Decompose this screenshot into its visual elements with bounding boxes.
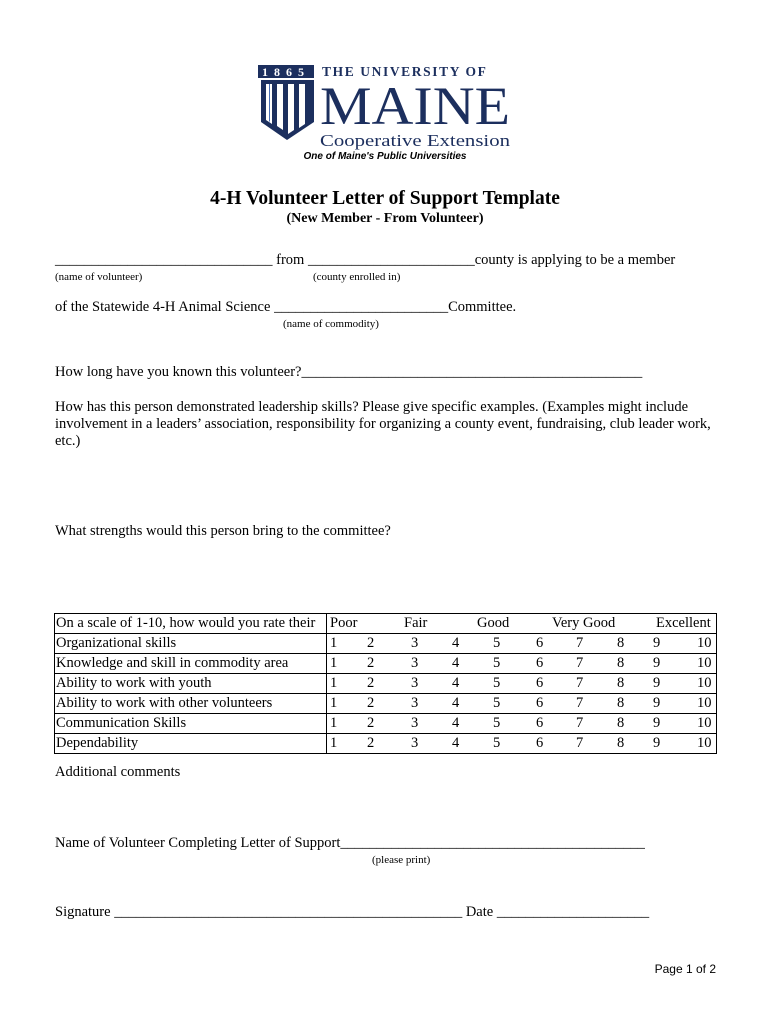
rating-4[interactable]: 4	[452, 735, 460, 751]
logo-line3: Cooperative Extension	[320, 131, 511, 150]
rating-7[interactable]: 7	[576, 715, 584, 731]
rating-2[interactable]: 2	[367, 675, 375, 691]
name-label: Name of Volunteer Completing Letter of Support	[55, 835, 341, 851]
rating-5[interactable]: 5	[493, 675, 501, 691]
rating-8[interactable]: 8	[617, 695, 625, 711]
rating-8[interactable]: 8	[617, 655, 625, 671]
rating-5[interactable]: 5	[493, 655, 501, 671]
rating-6[interactable]: 6	[536, 715, 544, 731]
rating-7[interactable]: 7	[576, 675, 584, 691]
rating-9[interactable]: 9	[653, 655, 661, 671]
rating-2[interactable]: 2	[367, 715, 375, 731]
rating-row-label: Dependability	[55, 734, 327, 754]
rating-header-row	[55, 614, 717, 634]
rating-5[interactable]: 5	[493, 735, 501, 751]
volunteer-line	[55, 252, 675, 269]
rating-9[interactable]: 9	[653, 735, 661, 751]
rating-row-label: Ability to work with other volunteers	[55, 694, 327, 714]
rating-3[interactable]: 3	[411, 735, 419, 751]
rating-4[interactable]: 4	[452, 715, 460, 731]
scale-good: Good	[477, 615, 510, 631]
rating-table	[54, 613, 717, 754]
rating-1[interactable]: 1	[330, 675, 338, 691]
rating-row-label: Organizational skills	[55, 634, 327, 654]
rating-row-label: Knowledge and skill in commodity area	[55, 654, 327, 674]
known-question	[55, 364, 642, 381]
caption-please-print: (please print)	[372, 854, 431, 866]
scale-poor: Poor	[330, 615, 358, 631]
rating-2[interactable]: 2	[367, 695, 375, 711]
logo-year: 1865	[262, 65, 310, 79]
signature-label: Signature	[55, 904, 115, 920]
rating-1[interactable]: 1	[330, 655, 338, 671]
rating-10[interactable]: 10	[697, 735, 712, 751]
rating-8[interactable]: 8	[617, 735, 625, 751]
caption-commodity: (name of commodity)	[283, 318, 379, 330]
known-blank[interactable]: _______________________________________________	[301, 364, 643, 380]
rating-3[interactable]: 3	[411, 715, 419, 731]
rating-3[interactable]: 3	[411, 695, 419, 711]
rating-9[interactable]: 9	[653, 695, 661, 711]
scale-excellent: Excellent	[656, 615, 711, 631]
rating-7[interactable]: 7	[576, 695, 584, 711]
shield-icon	[261, 80, 314, 140]
caption-volunteer: (name of volunteer)	[55, 271, 143, 283]
commodity-line	[55, 299, 516, 316]
name-blank[interactable]: __________________________________________	[340, 835, 645, 851]
strengths-question: What strengths would this person bring to the committee?	[55, 523, 391, 539]
rating-row	[55, 634, 717, 654]
rating-10[interactable]: 10	[697, 695, 712, 711]
volunteer-name-blank[interactable]: ______________________________	[55, 252, 273, 268]
rating-2[interactable]: 2	[367, 635, 375, 651]
leadership-question: How has this person demonstrated leadership skills? Please give specific examples. (Examples might include involvement in a leaders’ association, responsibility for organizing a county event, fundraising, club leader work, etc.)	[55, 399, 711, 449]
tagline: One of Maine's Public Universities	[303, 151, 467, 162]
rating-4[interactable]: 4	[452, 635, 460, 651]
rating-3[interactable]: 3	[411, 675, 419, 691]
rating-7[interactable]: 7	[576, 655, 584, 671]
rating-4[interactable]: 4	[452, 675, 460, 691]
rating-row	[55, 654, 717, 674]
rating-5[interactable]: 5	[493, 715, 501, 731]
document-subtitle: (New Member - From Volunteer)	[286, 211, 484, 226]
applying-text: county is applying to be a member	[474, 252, 676, 268]
rating-9[interactable]: 9	[653, 675, 661, 691]
rating-8[interactable]: 8	[617, 635, 625, 651]
rating-4[interactable]: 4	[452, 655, 460, 671]
rating-7[interactable]: 7	[576, 735, 584, 751]
page-number: Page 1 of 2	[654, 962, 716, 976]
rating-6[interactable]: 6	[536, 675, 544, 691]
rating-1[interactable]: 1	[330, 715, 338, 731]
rating-10[interactable]: 10	[697, 635, 712, 651]
rating-3[interactable]: 3	[411, 635, 419, 651]
rating-7[interactable]: 7	[576, 635, 584, 651]
rating-8[interactable]: 8	[617, 675, 625, 691]
caption-county: (county enrolled in)	[313, 271, 401, 283]
rating-4[interactable]: 4	[452, 695, 460, 711]
rating-row-label: Communication Skills	[55, 714, 327, 734]
county-blank[interactable]: _______________________	[307, 252, 475, 268]
rating-1[interactable]: 1	[330, 635, 338, 651]
rating-8[interactable]: 8	[617, 715, 625, 731]
rating-9[interactable]: 9	[653, 635, 661, 651]
commodity-blank[interactable]: ________________________	[274, 299, 449, 315]
name-line	[55, 835, 645, 852]
signature-blank[interactable]: ________________________________________________	[114, 904, 463, 920]
rating-row-label: Ability to work with youth	[55, 674, 327, 694]
date-blank[interactable]: _____________________	[496, 904, 650, 920]
rating-row	[55, 714, 717, 734]
university-of-maine-logo	[258, 62, 512, 158]
scale-fair: Fair	[404, 615, 428, 631]
date-label: Date	[462, 904, 497, 920]
statewide-text: of the Statewide 4-H Animal Science	[55, 299, 275, 315]
rating-10[interactable]: 10	[697, 715, 712, 731]
signature-line	[55, 904, 649, 921]
rating-1[interactable]: 1	[330, 695, 338, 711]
rating-9[interactable]: 9	[653, 715, 661, 731]
rating-row	[55, 734, 717, 754]
rating-6[interactable]: 6	[536, 635, 544, 651]
from-text: from	[272, 252, 308, 268]
additional-comments-label: Additional comments	[55, 764, 181, 780]
rating-10[interactable]: 10	[697, 655, 712, 671]
known-question-text: How long have you known this volunteer?	[55, 364, 302, 380]
logo-line1: THE UNIVERSITY OF	[322, 64, 488, 79]
rating-2[interactable]: 2	[367, 735, 375, 751]
rating-6[interactable]: 6	[536, 695, 544, 711]
rating-2[interactable]: 2	[367, 655, 375, 671]
scale-very-good: Very Good	[552, 615, 616, 631]
rating-3[interactable]: 3	[411, 655, 419, 671]
rating-header-label: On a scale of 1-10, how would you rate their	[55, 614, 327, 634]
rating-6[interactable]: 6	[536, 735, 544, 751]
rating-6[interactable]: 6	[536, 655, 544, 671]
rating-5[interactable]: 5	[493, 695, 501, 711]
rating-row	[55, 674, 717, 694]
committee-text: Committee.	[448, 299, 517, 315]
rating-1[interactable]: 1	[330, 735, 338, 751]
document-title: 4-H Volunteer Letter of Support Template	[210, 188, 560, 209]
rating-5[interactable]: 5	[493, 635, 501, 651]
rating-10[interactable]: 10	[697, 675, 712, 691]
rating-row	[55, 694, 717, 714]
logo-line2: MAINE	[320, 76, 510, 136]
